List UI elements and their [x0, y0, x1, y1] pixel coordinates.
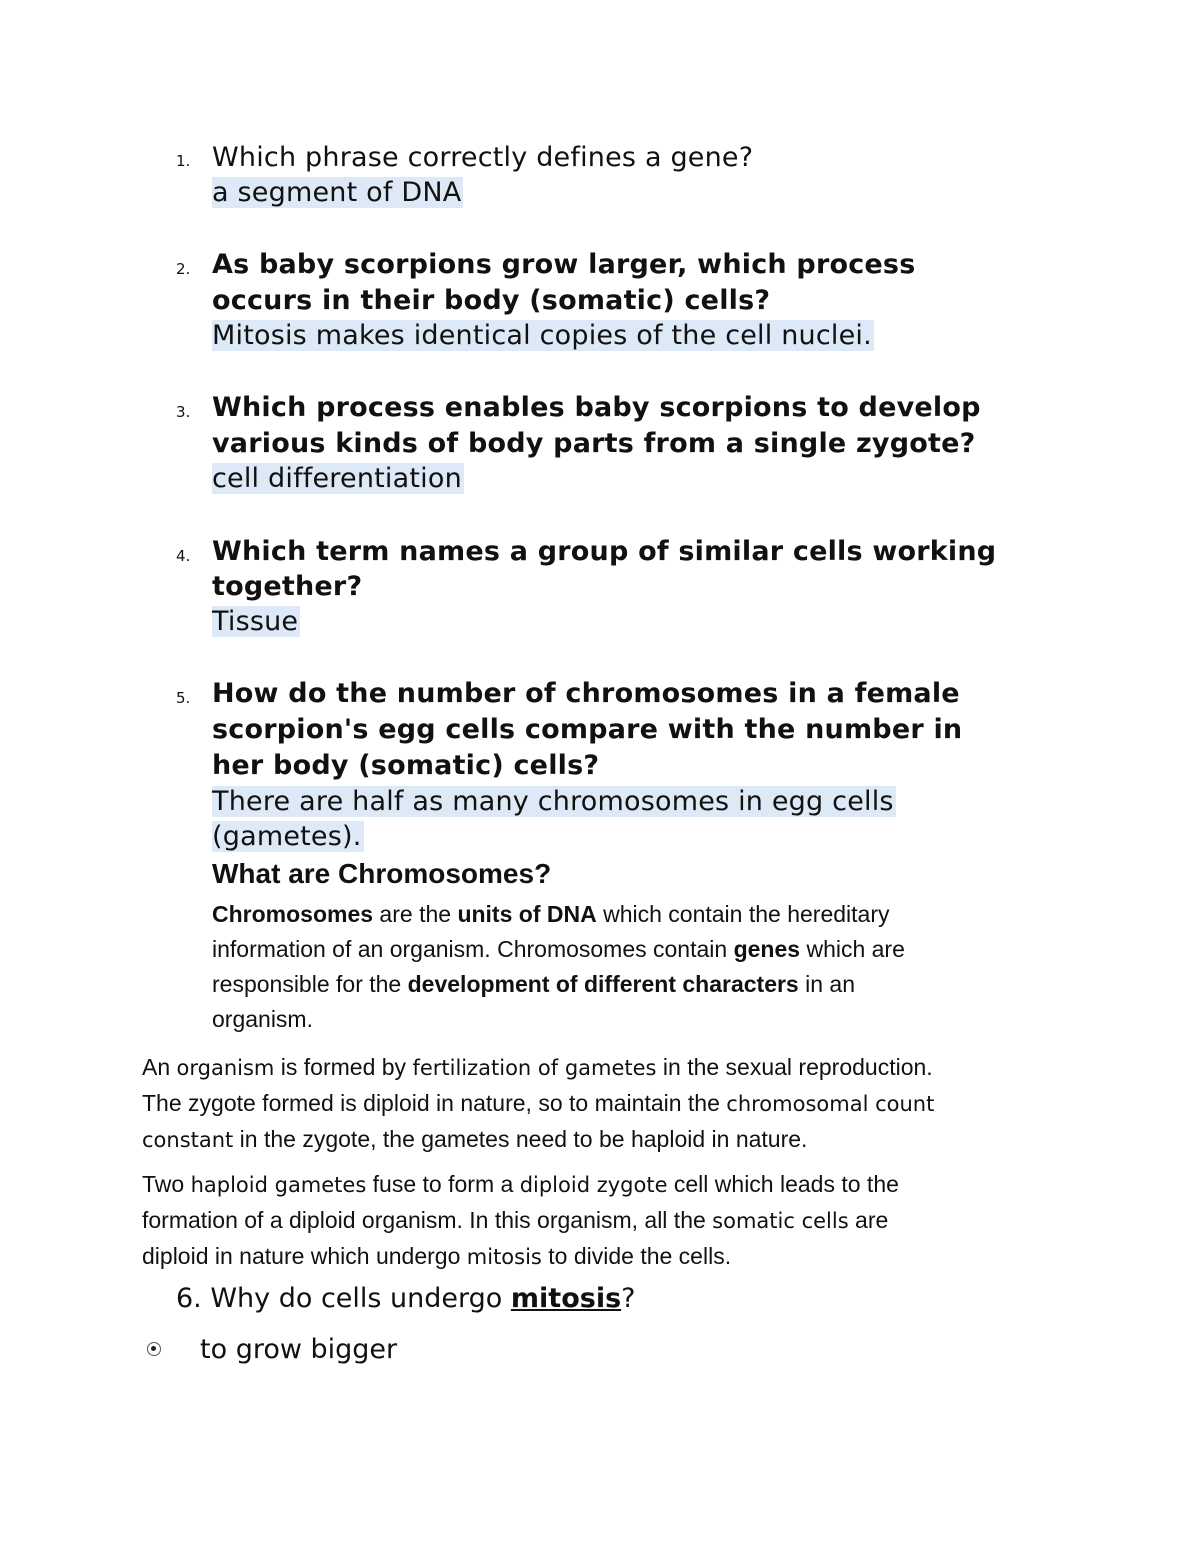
paragraph-line: An organism is formed by fertilization of gametes in the sexual reproduction. [142, 1054, 933, 1080]
mitosis-link[interactable]: mitosis [510, 1283, 622, 1314]
question-number: 3. [176, 403, 191, 421]
diploid-paragraph [142, 1167, 899, 1275]
question-text: various kinds of body parts from a single zygote? [212, 428, 976, 459]
answer-text: Tissue [212, 606, 299, 637]
paragraph-line: Chromosomes are the units of DNA which contain the hereditary [212, 901, 890, 927]
chromosomes-paragraph [212, 897, 905, 1037]
answer-text: There are half as many chromosomes in egg cells [212, 786, 894, 817]
fertilization-paragraph [142, 1050, 934, 1158]
question-text: Which term names a group of similar cells working [212, 536, 997, 567]
question-text: occurs in their body (somatic) cells? [212, 285, 771, 316]
answer-text: Mitosis makes identical copies of the cell nuclei. [212, 320, 872, 351]
question-text: her body (somatic) cells? [212, 750, 600, 781]
paragraph-line: formation of a diploid organism. In this organism, all the somatic cells are [142, 1207, 889, 1233]
paragraph-line: Two haploid gametes fuse to form a diploid zygote cell which leads to the [142, 1171, 899, 1197]
paragraph-line: constant in the zygote, the gametes need to be haploid in nature. [142, 1126, 808, 1152]
paragraph-line: responsible for the development of different characters in an [212, 971, 855, 997]
question-text: As baby scorpions grow larger, which process [212, 249, 916, 280]
paragraph-line: organism. [212, 1006, 313, 1032]
question-number: 2. [176, 260, 191, 278]
question-number: 4. [176, 547, 191, 565]
question-text: Which phrase correctly defines a gene? [212, 142, 754, 173]
paragraph-line: information of an organism. Chromosomes contain genes which are [212, 936, 905, 962]
paragraph-line: diploid in nature which undergo mitosis to divide the cells. [142, 1243, 732, 1269]
question-text: How do the number of chromosomes in a female [212, 678, 960, 709]
section-heading: What are Chromosomes? [212, 858, 552, 889]
question-number: 1. [176, 152, 191, 170]
question-text: together? [212, 571, 363, 602]
question-number: 5. [176, 689, 191, 707]
radio-button-selected[interactable] [147, 1342, 161, 1356]
question-text: Which process enables baby scorpions to develop [212, 392, 981, 423]
paragraph-line: The zygote formed is diploid in nature, so to maintain the chromosomal count [142, 1090, 935, 1116]
question-text: scorpion's egg cells compare with the number in [212, 714, 963, 745]
option-label[interactable]: to grow bigger [200, 1334, 398, 1365]
answer-text: (gametes). [212, 821, 362, 852]
question-6: 6. Why do cells undergo mitosis? [176, 1283, 636, 1314]
answer-text: cell differentiation [212, 463, 462, 494]
answer-text: a segment of DNA [212, 177, 462, 208]
